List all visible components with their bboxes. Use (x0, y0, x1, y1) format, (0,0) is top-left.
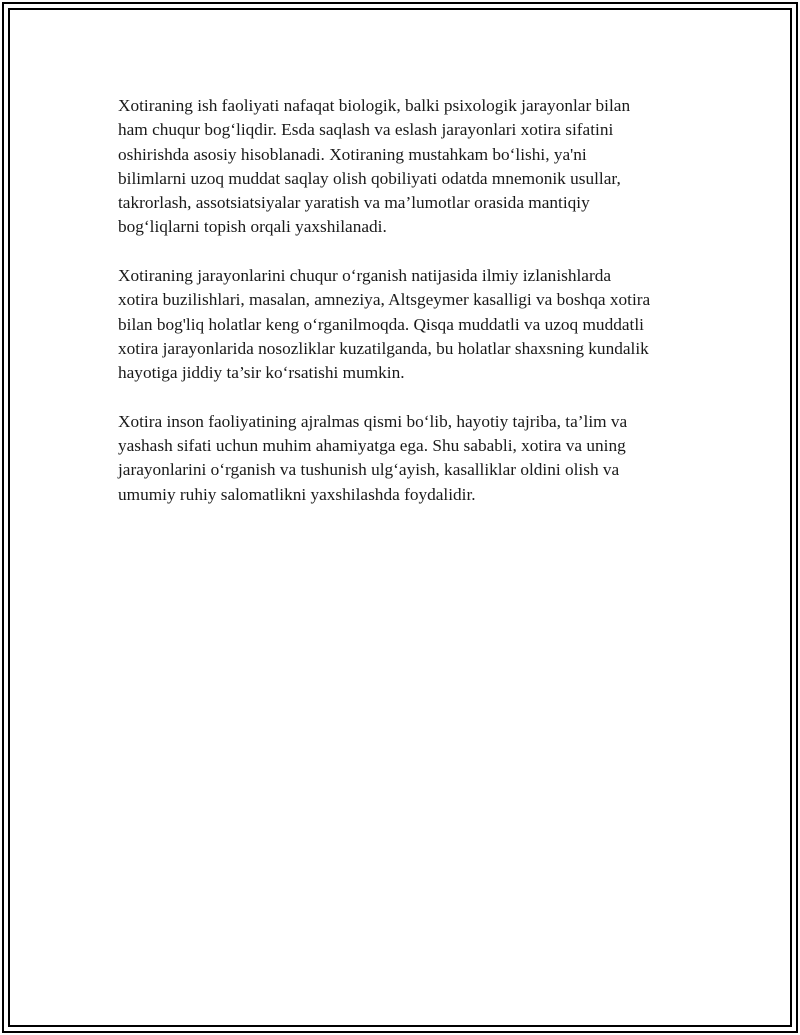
paragraph-1: Xotiraning ish faoliyati nafaqat biologik, balki psixologik jarayonlar bilan ham chuqur bog‘liqdir. Esda saqlash va eslash jarayonlari xotira sifatini oshirishda asosiy hisoblanadi. Xotiraning mustahkam bo‘lishi, ya'ni bilimlarni uzoq muddat saqlay olish qobiliyati odatda mnemonik usullar, takrorlash, assotsiatsiyalar yaratish va ma’lumotlar orasida mantiqiy bog‘liqlarni topish orqali yaxshilanadi. (118, 96, 631, 237)
document-body (118, 94, 698, 531)
paragraph-3: Xotira inson faoliyatining ajralmas qismi bo‘lib, hayotiy tajriba, ta’lim va yashash sifati uchun muhim ahamiyatga ega. Shu sababli, xotira va uning jarayonlarini o‘rganish va tushunish ulg‘ayish, kasalliklar oldini olish va umumiy ruhiy salomatlikni yaxshilashda foydalidir. (118, 411, 628, 504)
paragraph-2: Xotiraning jarayonlarini chuqur o‘rganish natijasida ilmiy izlanishlarda xotira buzilishlari, masalan, amneziya, Altsgeymer kasalligi va boshqa xotira bilan bog'liq holatlar keng o‘rganilmoqda. Qisqa muddatli va uzoq muddatli xotira jarayonlarida nosozliklar kuzatilganda, bu holatlar shaxsning kundalik hayotiga jiddiy ta’sir ko‘rsatishi mumkin. (118, 266, 651, 383)
